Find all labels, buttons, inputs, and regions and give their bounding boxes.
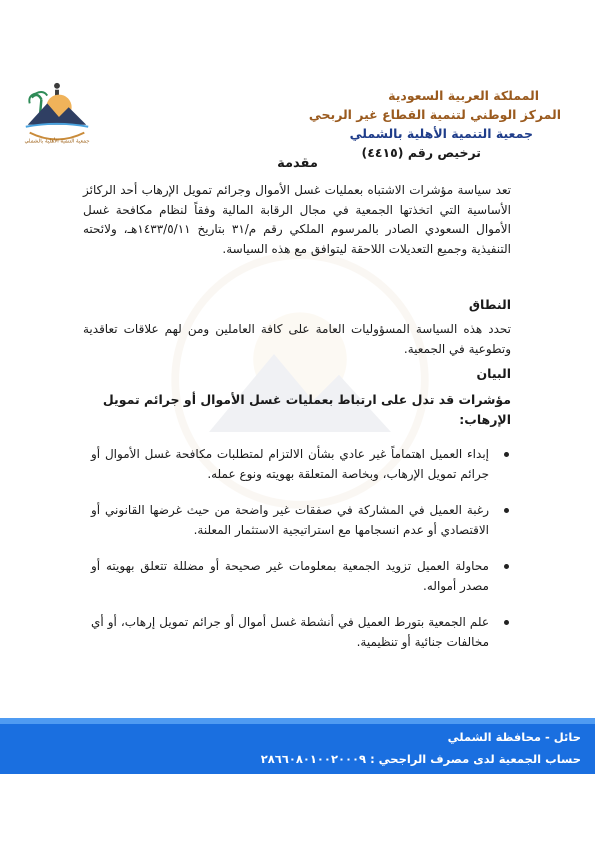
list-item xyxy=(91,556,511,596)
footer-address: حائل - محافظة الشملي xyxy=(447,730,581,744)
center-name: المركز الوطني لتنمية القطاع غير الربحي xyxy=(308,107,561,122)
footer-stripe xyxy=(0,718,595,724)
bullet-icon xyxy=(504,452,509,457)
list-item-text: علم الجمعية بتورط العميل في أنشطة غسل أموال أو جرائم تمويل إرهاب، أو أي مخالفات جنائية أو تنظيمية. xyxy=(91,615,489,649)
footer-bar xyxy=(0,718,595,774)
section-title-intro: مقدمة xyxy=(277,156,318,171)
list-item-text: رغبة العميل في المشاركة في صفقات غير واضحة من حيث غرضها القانوني أو الاقتصادي أو عدم انسجامها مع استراتيجية الاستثمار المعلنة. xyxy=(91,503,489,537)
association-logo xyxy=(18,78,96,156)
list-item xyxy=(91,612,511,652)
bullet-icon xyxy=(504,508,509,513)
footer-bank-account: حساب الجمعية لدى مصرف الراجحي : ٢٨٦٦٠٨٠١٠٠٢٠٠٠٩ xyxy=(260,752,581,766)
bullet-icon xyxy=(504,620,509,625)
intro-paragraph: تعد سياسة مؤشرات الاشتباه بعمليات غسل الأموال وجرائم تمويل الإرهاب أحد الركائز الأساسية التي اتخذتها الجمعية في مجال الرقابة المالية وفقاً لنظام مكافحة غسل الأموال السعودي الصادر بالمرسوم الملكي رقم م/٣١ بتاريخ ١٤٣٣/٥/١١هـ، ولائحته التنفيذية وجميع التعديلات اللاحقة ليتوافق مع هذه السياسة. xyxy=(83,183,511,256)
bullet-icon xyxy=(504,564,509,569)
data-heading: البيان xyxy=(476,366,511,381)
list-item xyxy=(91,500,511,540)
list-item-text: إبداء العميل اهتماماً غير عادي بشأن الالتزام لمتطلبات مكافحة غسل الأموال أو جرائم تمويل الإرهاب، وبخاصة المتعلقة بهويته ونوع عمله. xyxy=(91,447,489,481)
scope-heading: النطاق xyxy=(468,297,511,312)
indicators-list xyxy=(91,444,511,652)
kingdom-name: المملكة العربية السعودية xyxy=(388,88,539,103)
association-name: جمعية التنمية الأهلية بالشملي xyxy=(349,126,533,141)
license-number: ترخيص رقم (٤٤١٥) xyxy=(361,145,481,160)
letterhead xyxy=(201,86,561,162)
list-item xyxy=(91,444,511,484)
indicators-heading: مؤشرات قد تدل على ارتباط بعمليات غسل الأموال أو جرائم تمويل الإرهاب: xyxy=(102,392,511,427)
svg-text:جمعية التنمية الأهلية بالشملي: جمعية التنمية الأهلية بالشملي xyxy=(24,138,90,145)
list-item-text: محاولة العميل تزويد الجمعية بمعلومات غير صحيحة أو مضللة تتعلق بهويته أو مصدر أمواله. xyxy=(91,559,489,593)
scope-paragraph: تحدد هذه السياسة المسؤوليات العامة على كافة العاملين ومن لهم علاقات تعاقدية وتطوعية في الجمعية. xyxy=(83,322,511,356)
